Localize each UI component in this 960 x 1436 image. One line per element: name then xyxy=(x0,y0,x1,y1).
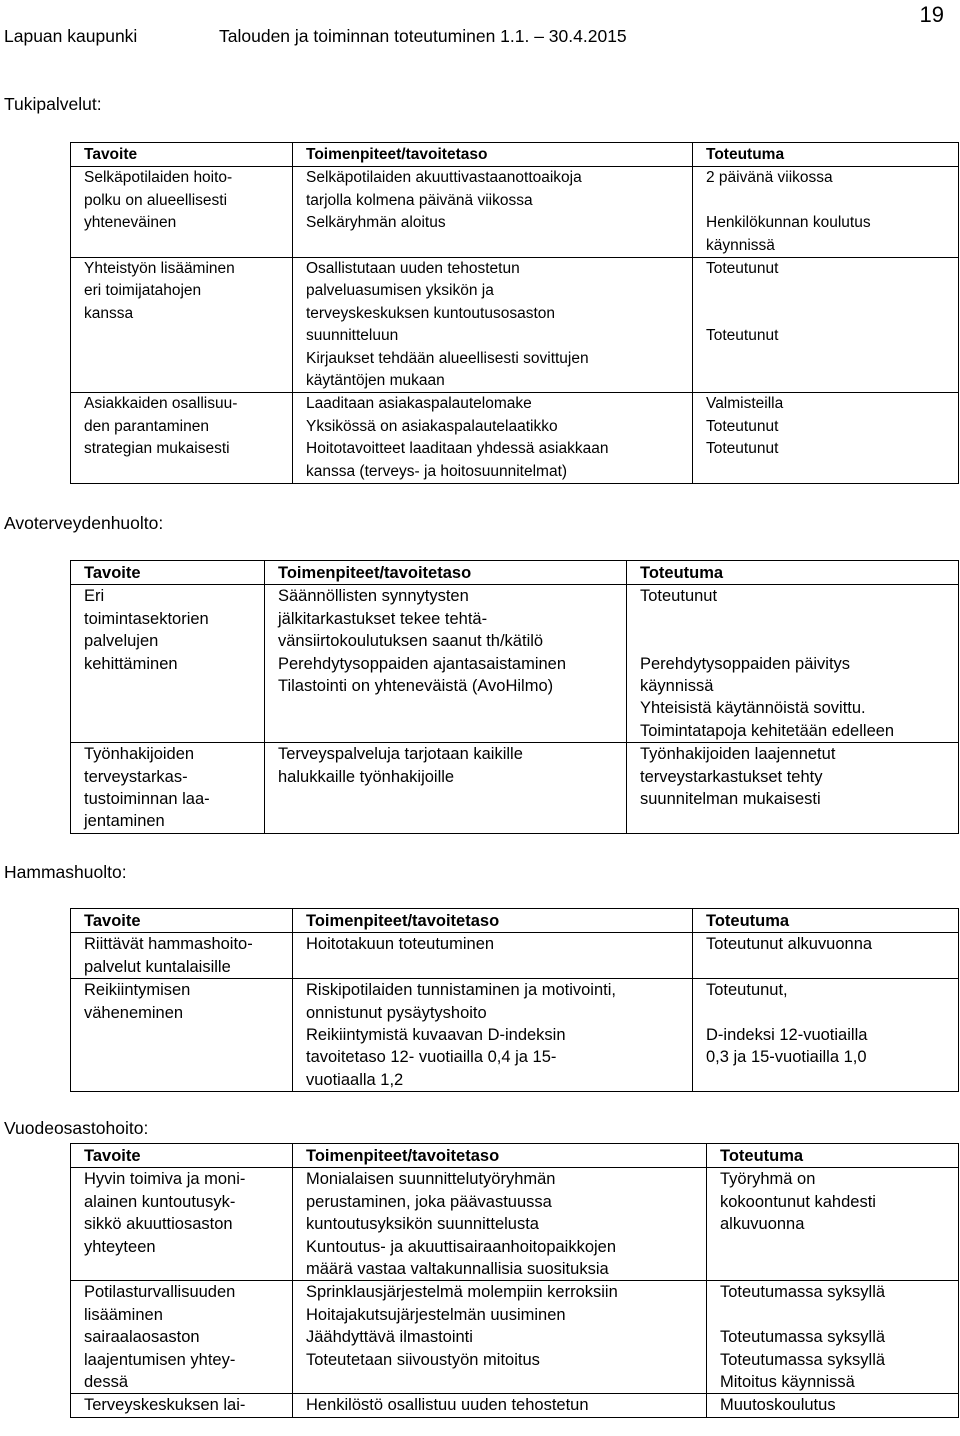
cell-text-line: Työnhakijoiden laajennetut xyxy=(640,745,836,764)
column-header-tavoite: Tavoite xyxy=(71,561,265,585)
section-title-vuodeosastohoito: Vuodeosastohoito: xyxy=(4,1118,149,1138)
cell-text-line: Yksikössä on asiakaspalautelaatikko xyxy=(306,417,558,435)
cell-text-line: Toteutunut xyxy=(706,327,779,345)
column-header-toteutuma: Toteutuma xyxy=(707,1144,959,1168)
header-title: Talouden ja toiminnan toteutuminen 1.1. – 30.4.2015 xyxy=(219,26,627,46)
table-row xyxy=(71,1394,959,1417)
cell-text-line: tavoitetaso 12- vuotiailla 0,4 ja 15- xyxy=(306,1048,557,1067)
cell-text-line: terveyskeskuksen kuntoutusosaston xyxy=(306,304,555,322)
cell-toteutuma xyxy=(707,1281,959,1394)
table-row xyxy=(71,585,959,743)
table-hammashuolto xyxy=(70,908,959,1092)
cell-text-line: Toteutumassa syksyllä xyxy=(720,1283,886,1302)
cell-text-line: vuotiaalla 1,2 xyxy=(306,1070,404,1089)
cell-text-line: suunnitelman mukaisesti xyxy=(640,790,821,809)
cell-text-line: Selkäpotilaiden hoito- xyxy=(84,169,233,187)
table-row xyxy=(71,1281,959,1394)
table-row xyxy=(71,1168,959,1281)
cell-text-line: Muutoskoulutus xyxy=(720,1396,836,1415)
cell-text-line: Tilastointi on yhteneväistä (AvoHilmo) xyxy=(278,677,554,696)
table-row xyxy=(71,979,959,1092)
cell-toimenpiteet xyxy=(293,1168,707,1281)
cell-text-line: Perehdytysoppaiden päivitys xyxy=(640,654,851,673)
blank-line xyxy=(706,1002,954,1024)
cell-text-line: D-indeksi 12-vuotiailla xyxy=(706,1026,868,1045)
cell-tavoite xyxy=(71,585,265,743)
cell-text-line: määrä vastaa valtakunnallisia suosituksia xyxy=(306,1260,609,1279)
cell-text-line: palvelujen xyxy=(84,632,159,651)
column-header-tavoite: Tavoite xyxy=(71,143,293,167)
cell-toimenpiteet xyxy=(265,743,627,834)
cell-text-line: 2 päivänä viikossa xyxy=(706,169,833,187)
cell-text-line: Sprinklausjärjestelmä molempiin kerroksiin xyxy=(306,1283,618,1302)
cell-toimenpiteet xyxy=(293,393,693,484)
cell-text-line: Toteutumassa syksyllä xyxy=(720,1328,886,1347)
cell-toimenpiteet xyxy=(293,167,693,258)
cell-toimenpiteet xyxy=(293,979,693,1092)
cell-text-line: Riskipotilaiden tunnistaminen ja motivointi, xyxy=(306,981,616,1000)
cell-text-line: Henkilöstö osallistuu uuden tehostetun xyxy=(306,1396,589,1415)
table-row xyxy=(71,743,959,834)
blank-line xyxy=(640,630,954,652)
cell-text-line: Toteutunut xyxy=(706,417,779,435)
cell-toimenpiteet xyxy=(293,1281,707,1394)
cell-text-line: Hoitotavoitteet laaditaan yhdessä asiakkaan xyxy=(306,440,609,458)
cell-text-line: Yhteisistä käytännöistä sovittu. xyxy=(640,699,866,718)
table-avoterveydenhuolto xyxy=(70,560,959,834)
cell-text-line: jälkitarkastukset tekee tehtä- xyxy=(278,609,488,628)
column-header-toteutuma: Toteutuma xyxy=(627,561,959,585)
cell-toteutuma xyxy=(693,933,959,979)
cell-text-line: palveluasumisen yksikön ja xyxy=(306,282,494,300)
cell-tavoite xyxy=(71,393,293,484)
cell-text-line: vänsiirtokoulutuksen saanut th/kätilö xyxy=(278,632,544,651)
cell-text-line: yhteyteen xyxy=(84,1237,156,1256)
cell-text-line: lisääminen xyxy=(84,1305,163,1324)
table-tukipalvelut xyxy=(70,142,959,484)
column-header-toimenpiteet: Toimenpiteet/tavoitetaso xyxy=(293,143,693,167)
cell-text-line: Kirjaukset tehdään alueellisesti sovittujen xyxy=(306,349,589,367)
cell-text-line: yhteneväinen xyxy=(84,214,177,232)
cell-text-line: käynnissä xyxy=(706,236,775,254)
cell-text-line: Toteutunut xyxy=(640,587,718,606)
cell-tavoite xyxy=(71,1281,293,1394)
cell-text-line: sairaalaosaston xyxy=(84,1328,200,1347)
cell-text-line: terveystarkas- xyxy=(84,767,188,786)
cell-text-line: Säännöllisten synnytysten xyxy=(278,587,469,606)
cell-text-line: Riittävät hammashoito- xyxy=(84,935,253,954)
blank-line xyxy=(706,303,954,325)
header-org: Lapuan kaupunki xyxy=(4,26,138,46)
cell-tavoite xyxy=(71,1168,293,1281)
page-number: 19 xyxy=(919,2,944,27)
cell-text-line: polku on alueellisesti xyxy=(84,191,228,209)
cell-text-line: Toteutunut alkuvuonna xyxy=(706,935,873,954)
cell-text-line: suunnitteluun xyxy=(306,327,399,345)
cell-text-line: Osallistutaan uuden tehostetun xyxy=(306,260,520,278)
cell-text-line: kehittäminen xyxy=(84,654,178,673)
section-title-tukipalvelut: Tukipalvelut: xyxy=(4,94,102,114)
cell-text-line: Toteutunut, xyxy=(706,981,788,1000)
cell-text-line: perustaminen, joka päävastuussa xyxy=(306,1192,552,1211)
cell-tavoite xyxy=(71,258,293,393)
cell-text-line: laajentumisen yhtey- xyxy=(84,1350,236,1369)
cell-text-line: Mitoitus käynnissä xyxy=(720,1373,855,1392)
blank-line xyxy=(706,280,954,302)
table-row xyxy=(71,393,959,484)
cell-text-line: sikkö akuuttiosaston xyxy=(84,1215,233,1234)
cell-text-line: toimintasektorien xyxy=(84,609,209,628)
cell-text-line: palvelut kuntalaisille xyxy=(84,957,231,976)
cell-tavoite xyxy=(71,1394,293,1417)
blank-line xyxy=(706,190,954,212)
column-header-toimenpiteet: Toimenpiteet/tavoitetaso xyxy=(265,561,627,585)
table-row xyxy=(71,258,959,393)
cell-text-line: Työryhmä on xyxy=(720,1170,816,1189)
cell-text-line: Yhteistyön lisääminen xyxy=(84,260,235,278)
cell-text-line: eri toimijatahojen xyxy=(84,282,202,300)
column-header-tavoite: Tavoite xyxy=(71,909,293,933)
cell-text-line: Valmisteilla xyxy=(706,395,784,413)
cell-text-line: alainen kuntoutusyk- xyxy=(84,1192,236,1211)
column-header-toimenpiteet: Toimenpiteet/tavoitetaso xyxy=(293,909,693,933)
column-header-toteutuma: Toteutuma xyxy=(693,909,959,933)
cell-toteutuma xyxy=(627,743,959,834)
cell-text-line: terveystarkastukset tehty xyxy=(640,767,823,786)
cell-text-line: Hoitotakuun toteutuminen xyxy=(306,935,495,954)
cell-text-line: Reikiintymistä kuvaavan D-indeksin xyxy=(306,1026,566,1045)
cell-text-line: alkuvuonna xyxy=(720,1215,805,1234)
cell-text-line: käytäntöjen mukaan xyxy=(306,372,445,390)
cell-text-line: kokoontunut kahdesti xyxy=(720,1192,876,1211)
table-header-row xyxy=(71,143,959,167)
column-header-toteutuma: Toteutuma xyxy=(693,143,959,167)
table-header-row xyxy=(71,909,959,933)
cell-text-line: Monialaisen suunnittelutyöryhmän xyxy=(306,1170,556,1189)
cell-text-line: kuntoutusyksikön suunnittelusta xyxy=(306,1215,539,1234)
cell-text-line: Asiakkaiden osallisuu- xyxy=(84,395,238,413)
cell-text-line: jentaminen xyxy=(84,812,165,831)
cell-toteutuma xyxy=(707,1394,959,1417)
cell-text-line: Hoitajakutsujärjestelmän uusiminen xyxy=(306,1305,566,1324)
cell-text-line: Laaditaan asiakaspalautelomake xyxy=(306,395,532,413)
cell-text-line: Henkilökunnan koulutus xyxy=(706,214,871,232)
cell-toteutuma xyxy=(693,167,959,258)
cell-text-line: Kuntoutus- ja akuuttisairaanhoitopaikkojen xyxy=(306,1237,617,1256)
cell-toimenpiteet xyxy=(293,933,693,979)
cell-text-line: tarjolla kolmena päivänä viikossa xyxy=(306,191,533,209)
cell-text-line: kanssa (terveys- ja hoitosuunnitelmat) xyxy=(306,462,568,480)
cell-text-line: Terveyskeskuksen lai- xyxy=(84,1396,246,1415)
blank-line xyxy=(720,1304,954,1326)
cell-tavoite xyxy=(71,167,293,258)
column-header-toimenpiteet: Toimenpiteet/tavoitetaso xyxy=(293,1144,707,1168)
cell-text-line: 0,3 ja 15-vuotiailla 1,0 xyxy=(706,1048,867,1067)
cell-toteutuma xyxy=(627,585,959,743)
cell-toimenpiteet xyxy=(293,258,693,393)
cell-text-line: den parantaminen xyxy=(84,417,209,435)
table-row xyxy=(71,933,959,979)
cell-tavoite xyxy=(71,979,293,1092)
cell-toimenpiteet xyxy=(293,1394,707,1417)
section-title-avoterveydenhuolto: Avoterveydenhuolto: xyxy=(4,513,164,533)
cell-toteutuma xyxy=(693,258,959,393)
cell-text-line: Toteutunut xyxy=(706,440,779,458)
cell-text-line: kanssa xyxy=(84,304,134,322)
cell-text-line: tustoiminnan laa- xyxy=(84,790,210,809)
cell-text-line: Reikiintymisen xyxy=(84,981,191,1000)
cell-text-line: väheneminen xyxy=(84,1003,184,1022)
cell-text-line: onnistunut pysäytyshoito xyxy=(306,1003,487,1022)
cell-text-line: Selkäryhmän aloitus xyxy=(306,214,446,232)
cell-text-line: strategian mukaisesti xyxy=(84,440,230,458)
cell-toteutuma xyxy=(693,979,959,1092)
cell-text-line: käynnissä xyxy=(640,677,714,695)
cell-toteutuma xyxy=(693,393,959,484)
cell-text-line: Perehdytysoppaiden ajantasaistaminen xyxy=(278,654,567,673)
section-title-hammashuolto: Hammashuolto: xyxy=(4,862,127,882)
cell-toimenpiteet xyxy=(265,585,627,743)
cell-text-line: Eri xyxy=(84,587,105,606)
column-header-tavoite: Tavoite xyxy=(71,1144,293,1168)
cell-text-line: dessä xyxy=(84,1373,129,1392)
cell-tavoite xyxy=(71,933,293,979)
cell-text-line: Terveyspalveluja tarjotaan kaikille xyxy=(278,745,523,764)
cell-toteutuma xyxy=(707,1168,959,1281)
cell-text-line: Toteutumassa syksyllä xyxy=(720,1350,886,1369)
cell-text-line: Toimintatapoja kehitetään edelleen xyxy=(640,721,895,740)
table-header-row xyxy=(71,1144,959,1168)
cell-text-line: Selkäpotilaiden akuuttivastaanottoaikoja xyxy=(306,169,582,187)
cell-tavoite xyxy=(71,743,265,834)
cell-text-line: Työnhakijoiden xyxy=(84,745,195,764)
blank-line xyxy=(640,608,954,630)
table-header-row xyxy=(71,561,959,585)
cell-text-line: Toteutunut xyxy=(706,260,779,278)
cell-text-line: Potilasturvallisuuden xyxy=(84,1283,236,1302)
cell-text-line: Jäähdyttävä ilmastointi xyxy=(306,1328,473,1347)
cell-text-line: Toteutetaan siivoustyön mitoitus xyxy=(306,1350,540,1369)
table-row xyxy=(71,167,959,258)
cell-text-line: Hyvin toimiva ja moni- xyxy=(84,1170,246,1189)
cell-text-line: halukkaille työnhakijoille xyxy=(278,767,455,786)
table-vuodeosastohoito xyxy=(70,1143,959,1418)
